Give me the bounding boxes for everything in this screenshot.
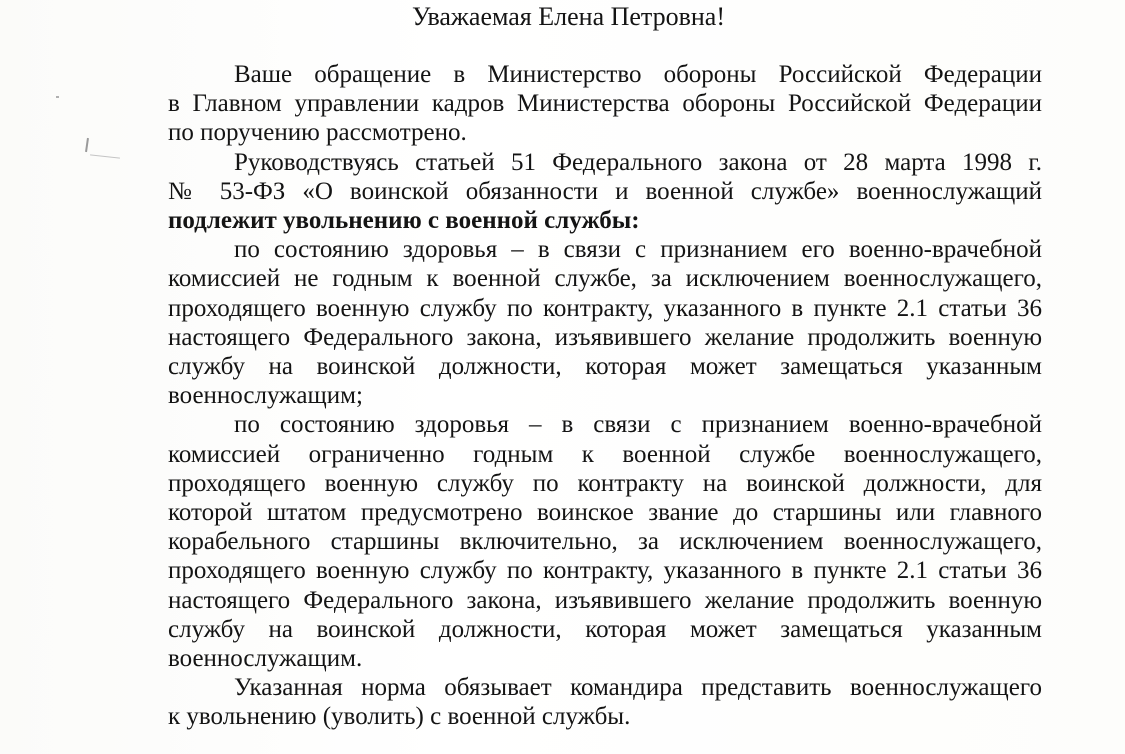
text-line: проходящего военную службу по контракту, указанного в пункте 2.1 статьи 36 (168, 557, 1042, 585)
paragraph-4 (168, 410, 1042, 673)
salutation: Уважаемая Елена Петровна! (411, 2, 725, 31)
text-line: по состоянию здоровья – в связи с признанием его военно-врачебной (234, 236, 1042, 264)
text-line: комиссией не годным к военной службе, за исключением военнослужащего, (168, 265, 1042, 293)
paragraph-3 (168, 235, 1042, 410)
scan-mark-line (90, 154, 120, 158)
text-line: комиссией ограниченно годным к военной службе военнослужащего, (168, 440, 1042, 468)
text-line: Ваше обращение в Министерство обороны Российской Федерации (234, 61, 1042, 88)
paragraph-5 (168, 673, 1042, 731)
scan-speck (56, 96, 59, 98)
text-line: настоящего Федерального закона, изъявившего желание продолжить военную (168, 323, 1042, 351)
text-line: проходящего военную службу по контракту на воинской должности, для (168, 469, 1042, 497)
text-line: по состоянию здоровья – в связи с признанием военно-врачебной (234, 411, 1042, 439)
text-line: корабельного старшины включительно, за исключением военнослужащего, (168, 528, 1042, 556)
text-line: Указанная норма обязывает командира представить военнослужащего (234, 674, 1042, 702)
letter-body (168, 60, 1042, 732)
paragraph-1 (168, 60, 1042, 148)
scan-mark (85, 138, 89, 152)
text-line: настоящего Федерального закона, изъявившего желание продолжить военную (168, 586, 1042, 614)
text-line: № 53-ФЗ «О воинской обязанности и военной службе» военнослужащий (168, 177, 1042, 205)
text-line: по поручению рассмотрено. (168, 119, 467, 147)
paragraph-2 (168, 148, 1042, 236)
text-line: службу на воинской должности, которая может замещаться указанным (168, 615, 1042, 643)
text-line: военнослужащим. (168, 645, 363, 673)
text-line: Руководствуясь статьей 51 Федерального закона от 28 марта 1998 г. (234, 148, 1042, 176)
bold-text-line: подлежит увольнению с военной службы: (168, 207, 640, 235)
text-line: проходящего военную службу по контракту, указанного в пункте 2.1 статьи 36 (168, 294, 1042, 322)
text-line: к увольнению (уволить) с военной службы. (168, 703, 631, 731)
text-line: которой штатом предусмотрено воинское звание до старшины или главного (168, 499, 1042, 527)
text-line: в Главном управлении кадров Министерства обороны Российской Федерации (168, 90, 1042, 118)
text-line: военнослужащим; (168, 382, 363, 410)
text-line: службу на воинской должности, которая может замещаться указанным (168, 353, 1042, 381)
